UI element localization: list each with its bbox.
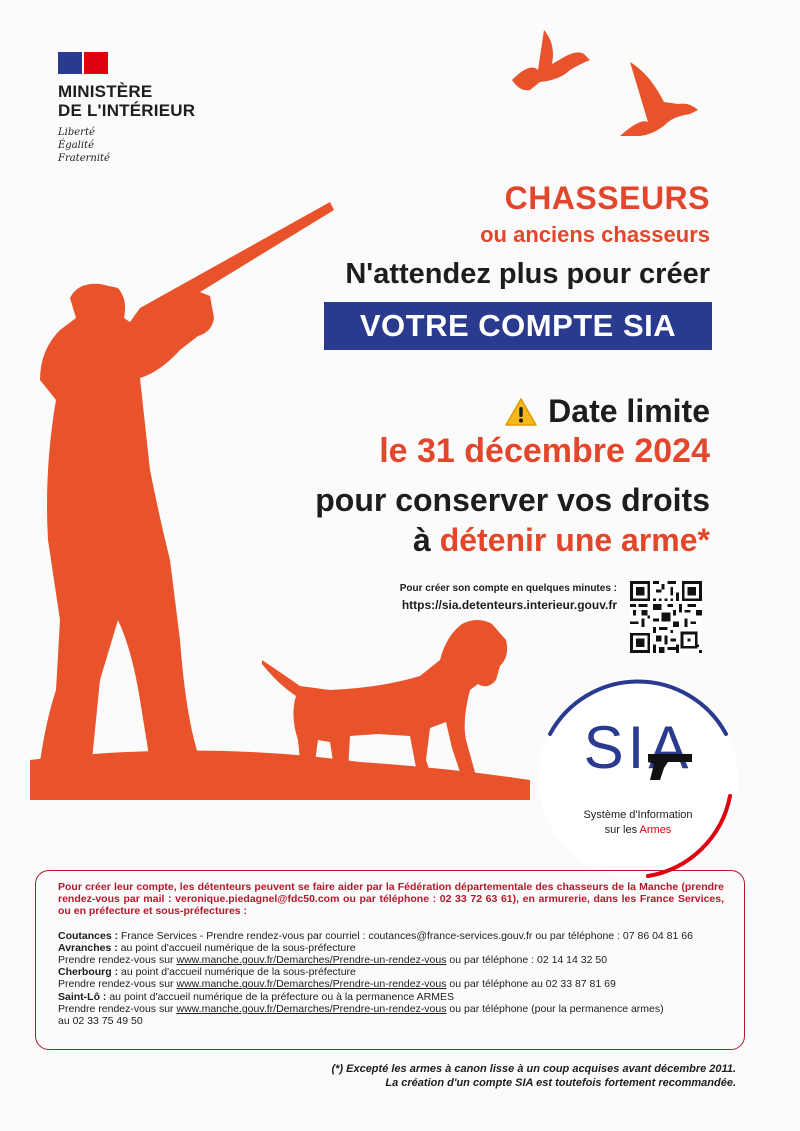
- assistance-info-box: [35, 870, 745, 1050]
- qr-text: [400, 582, 617, 614]
- saintlo-phone2: au 02 33 75 49 50: [58, 1015, 143, 1028]
- ministry-line1: MINISTÈRE: [58, 82, 153, 101]
- motto-liberte: Liberté: [58, 127, 95, 138]
- info-intro: Pour créer leur compte, les détenteurs peuvent se faire aider par la Fédération départementale des chasseurs de la Manche (prendre rendez-vous par mail : veronique.piedagnel@fdc50.com ou par téléphone : 02 33 72 63 61), en armurerie, dans les France Services, ou en préfecture et sous-préfectures :: [58, 881, 724, 918]
- saintlo-phone: ou par téléphone (pour la permanence armes): [449, 1002, 664, 1015]
- footnote: [331, 1062, 736, 1090]
- deadline-label-text: Date limite: [548, 393, 710, 429]
- purpose-accent: détenir une arme*: [439, 522, 710, 558]
- sia-caption-accent: Armes: [639, 824, 672, 836]
- avranches-text: au point d'accueil numérique de la sous-préfecture: [120, 941, 356, 954]
- duck-icon-2: [620, 62, 698, 136]
- avranches-link[interactable]: www.manche.gouv.fr/Demarches/Prendre-un-rendez-vous: [176, 954, 447, 967]
- cherbourg-rdv: [58, 978, 724, 990]
- saintlo-rdv-prefix: Prendre rendez-vous sur: [58, 1002, 174, 1015]
- sia-logo: [536, 676, 740, 880]
- avranches-rdv-prefix: Prendre rendez-vous sur: [58, 954, 174, 967]
- sia-caption: [560, 808, 716, 838]
- avranches-rdv: [58, 954, 724, 966]
- ministry-line2: DE L'INTÉRIEUR: [58, 101, 196, 120]
- saintlo-link[interactable]: www.manche.gouv.fr/Demarches/Prendre-un-rendez-vous: [176, 1002, 447, 1015]
- warning-icon: [504, 397, 538, 427]
- footnote-line2: La création d'un compte SIA est toutefois fortement recommandée.: [385, 1077, 736, 1089]
- coutances-text: France Services - Prendre rendez-vous par courriel : coutances@france-services.gouv.fr ou par téléphone : 07 86 04 81 66: [121, 929, 693, 942]
- headline-anciens-chasseurs: ou anciens chasseurs: [480, 222, 710, 247]
- duck-icon-1: [512, 30, 590, 90]
- deadline-label: [504, 393, 710, 430]
- coutances-label: Coutances :: [58, 929, 119, 942]
- ground-shape: [30, 750, 530, 800]
- qr-hint: Pour créer son compte en quelques minutes :: [399, 583, 617, 594]
- location-cherbourg: [58, 966, 724, 978]
- avranches-label: Avranches :: [58, 941, 118, 954]
- saintlo-text: au point d'accueil numérique de la préfecture ou à la permanence ARMES: [109, 990, 454, 1003]
- motto-fraternite: Fraternité: [58, 153, 110, 164]
- sia-letters: SIA: [583, 714, 693, 781]
- locations-list: [58, 930, 724, 1028]
- qr-code-icon[interactable]: [630, 580, 702, 654]
- qr-url-link[interactable]: https://sia.detenteurs.interieur.gouv.fr: [401, 598, 617, 612]
- location-coutances: [58, 930, 724, 942]
- purpose-prefix: à: [413, 522, 431, 558]
- cherbourg-text: au point d'accueil numérique de la sous-préfecture: [121, 966, 356, 979]
- headline-chasseurs: CHASSEURS: [504, 180, 710, 216]
- hunter-silhouette-icon: [40, 202, 334, 762]
- headline-nattendez: N'attendez plus pour créer: [345, 258, 710, 290]
- sia-caption-line1: Système d'Information: [583, 809, 693, 821]
- cherbourg-link[interactable]: www.manche.gouv.fr/Demarches/Prendre-un-rendez-vous: [176, 978, 447, 991]
- sia-caption-line2: [560, 823, 716, 838]
- cherbourg-phone: ou par téléphone au 02 33 87 81 69: [449, 978, 616, 991]
- location-avranches: [58, 942, 724, 954]
- deadline-date: le 31 décembre 2024: [379, 432, 710, 470]
- footnote-line1: (*) Excepté les armes à canon lisse à un coup acquises avant décembre 2011.: [331, 1063, 736, 1075]
- purpose-line2: [413, 522, 710, 559]
- banner-votre-compte-sia: VOTRE COMPTE SIA: [324, 302, 712, 350]
- purpose-line1: pour conserver vos droits: [315, 482, 710, 518]
- cherbourg-label: Cherbourg :: [58, 966, 119, 979]
- location-saintlo: [58, 991, 724, 1003]
- saintlo-rdv: [58, 1003, 724, 1015]
- saintlo-label: Saint-Lô :: [58, 990, 107, 1003]
- cherbourg-rdv-prefix: Prendre rendez-vous sur: [58, 978, 174, 991]
- sia-caption-prefix: sur les: [604, 824, 638, 836]
- motto-egalite: Égalité: [58, 140, 94, 151]
- avranches-phone: ou par téléphone : 02 14 14 32 50: [449, 954, 608, 967]
